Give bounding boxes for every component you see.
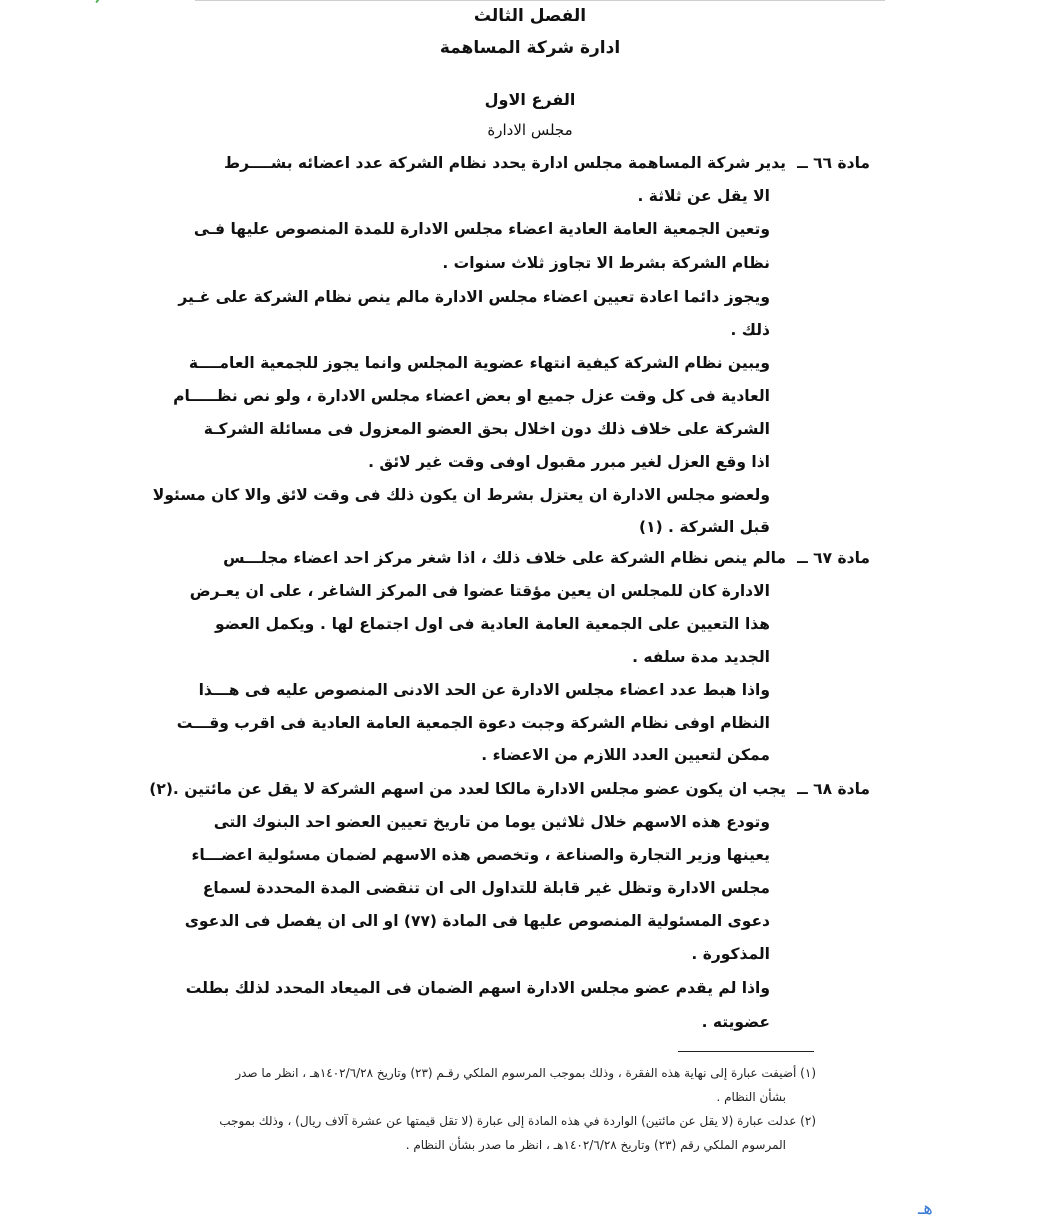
article-66-line: اذا وقع العزل لغير مبرر مقبول اوفى وقت غير لائق . [368, 453, 770, 471]
article-68-line: وتودع هذه الاسهم خلال ثلاثين يوما من تاريخ تعيين العضو احد البنوك التى [213, 813, 770, 831]
article-68-line: مجلس الادارة وتظل غير قابلة للتداول الى ان تنقضى المدة المحددة لسماع [202, 879, 770, 897]
article-68-line: واذا لم يقدم عضو مجلس الادارة اسهم الضمان فى الميعاد المحدد لذلك بطلت [185, 979, 770, 997]
article-68-line: عضويته . [701, 1013, 770, 1031]
footnote-line: المرسوم الملكي رقم (٢٣) وتاريخ ١٤٠٢/٦/٢٨هـ ، انظر ما صدر بشأن النظام . [405, 1138, 786, 1152]
article-66-line: الشركة على خلاف ذلك دون اخلال بحق العضو المعزول فى مسائلة الشركـة [203, 420, 770, 438]
article-66-line: وتعين الجمعية العامة العادية اعضاء مجلس الادارة للمدة المنصوص عليها فـى [193, 220, 770, 238]
article-67-line: هذا التعيين على الجمعية العامة العادية فى اول اجتماع لها . ويكمل العضو [215, 615, 770, 633]
article-67-line: واذا هبط عدد اعضاء مجلس الادارة عن الحد الادنى المنصوص عليه فى هـــذا [198, 681, 770, 699]
article-68-line: المذكورة . [691, 945, 770, 963]
article-66-line: يدير شركة المساهمة مجلس ادارة يحدد نظام الشركة عدد اعضائه بشــــرط [223, 154, 786, 172]
article-66-line: ولعضو مجلس الادارة ان يعتزل بشرط ان يكون ذلك فى وقت لائق والا كان مسئولا [152, 486, 770, 504]
footnote-line: (٢) عدلت عبارة (لا يقل عن مائتين) الواردة في هذه المادة إلى عبارة (لا تقل قيمتها عن عشرة آلاف ريال) ، وذلك بموجب [219, 1114, 816, 1128]
article-68-line: يجب ان يكون عضو مجلس الادارة مالكا لعدد من اسهم الشركة لا يقل عن مائتين .(٢) [149, 780, 786, 798]
article-67-line: النظام اوفى نظام الشركة وجبت دعوة الجمعية العامة العادية فى اقرب وقـــت [176, 714, 770, 732]
article-68-line: دعوى المسئولية المنصوص عليها فى المادة (٧٧) او الى ان يفصل فى الدعوى [184, 912, 770, 930]
footnote-line: (١) أضيفت عبارة إلى نهاية هذه الفقرة ، وذلك بموجب المرسوم الملكي رقـم (٢٣) وتاريخ ١٤٠٢/٦/٢٨هـ ، انظر ما صدر [235, 1066, 816, 1080]
chapter-heading: الفصل الثالث [473, 6, 587, 26]
article-66-label: مادة ٦٦ ــ [797, 154, 870, 172]
article-66-line: نظام الشركة بشرط الا تجاوز ثلاث سنوات . [442, 254, 770, 272]
article-66-line: الا يقل عن ثلاثة . [637, 187, 770, 205]
article-67-line: ممكن لتعيين العدد اللازم من الاعضاء . [481, 746, 770, 764]
article-66-line: ويجوز دائما اعادة تعيين اعضاء مجلس الادارة مالم ينص نظام الشركة على غـير [178, 288, 770, 306]
article-67-line: مالم ينص نظام الشركة على خلاف ذلك ، اذا شغر مركز احد اعضاء مجلـــس [223, 549, 786, 567]
article-67-line: الادارة كان للمجلس ان يعين مؤقتا عضوا فى المركز الشاغر ، على ان يعـرض [189, 582, 770, 600]
article-66-line: ذلك . [730, 321, 770, 339]
article-68-line: يعينها وزير التجارة والصناعة ، وتخصص هذه الاسهم لضمان مسئولية اعضـــاء [191, 846, 770, 864]
top-rule [195, 0, 885, 1]
article-68-label: مادة ٦٨ ــ [797, 780, 870, 798]
article-67-line: الجديد مدة سلفه . [632, 648, 770, 666]
article-66-line: ويبين نظام الشركة كيفية انتهاء عضوية المجلس وانما يجوز للجمعية العامــــة [188, 354, 770, 372]
footnote-line: بشأن النظام . [716, 1090, 786, 1104]
article-66-line: العادية فى كل وقت عزل جميع او بعض اعضاء مجلس الادارة ، ولو نص نظـــــام [173, 387, 770, 405]
branch-heading: الفرع الاول [484, 90, 576, 109]
section-heading: مجلس الادارة [487, 121, 573, 139]
page-mark: هـ [918, 1198, 933, 1219]
footnote-separator [678, 1051, 814, 1052]
chapter-title: ادارة شركة المساهمة [439, 38, 621, 58]
article-66-line: قبل الشركة . (١) [639, 518, 770, 536]
corner-mark [95, 0, 108, 9]
article-67-label: مادة ٦٧ ــ [797, 549, 870, 567]
